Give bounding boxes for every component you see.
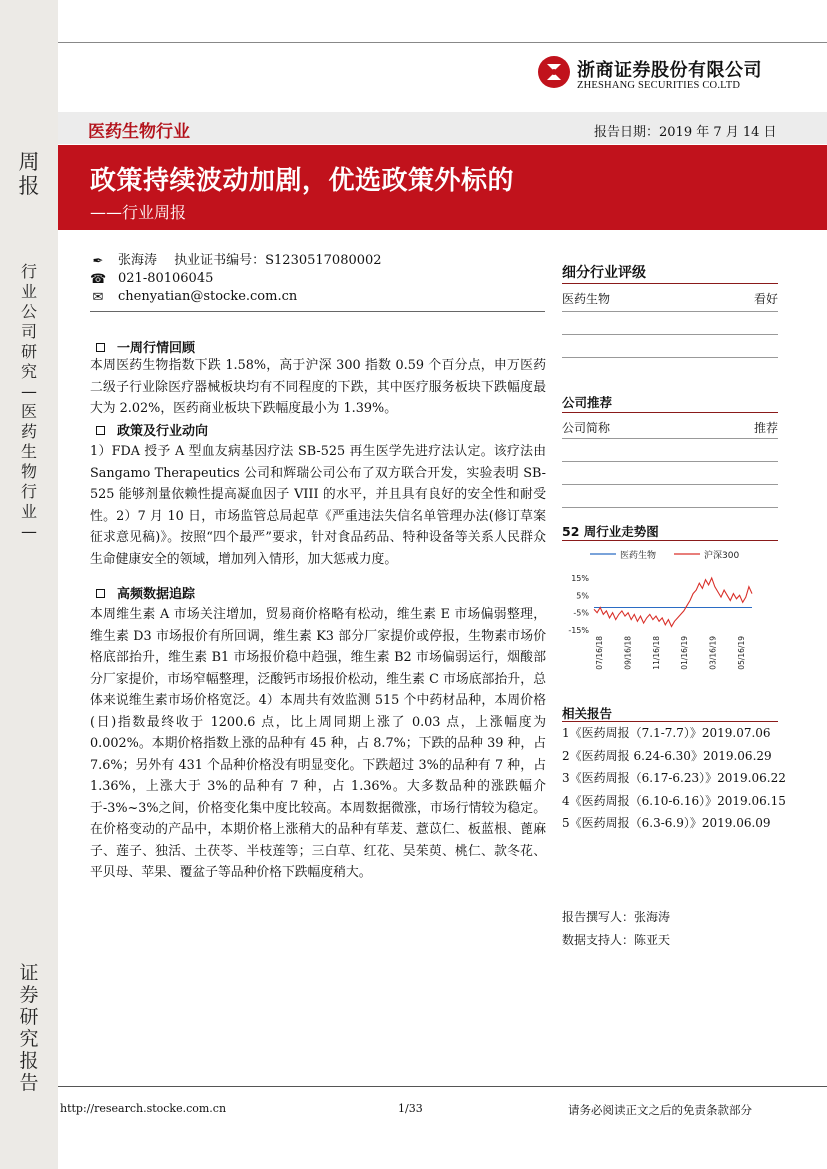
x-tick-label: 03/16/19 (708, 636, 718, 670)
recommend-row-rule (562, 461, 778, 462)
footer-disclaimer: 请务必阅读正文之后的免责条款部分 (568, 1103, 752, 1117)
company-name-en: ZHESHANG SECURITIES CO.LTD (577, 80, 741, 91)
y-tick-label: 5% (576, 591, 589, 601)
section-body-data: 本周维生素 A 市场关注增加，贸易商价格略有松动，维生素 E 市场偏弱整理，维生素 D3 市场报价有所回调，维生素 K3 部分厂家提价或停报，生物素市场价格底部抬升，维生素 B1 市场报价稳中趋强，维生素 B2 市场偏弱运行，烟酸部分厂家提价，市场窄幅整理，泛酸钙市场报价松动，维生素 C 市场底部抬升，总体来说维生素市场价格宽泛。4）本周共有效监测 515 个中药材品种，本周价格(日)指数最终收于 1200.6 点，比上周同期上涨了 0.03 点，上涨幅度为 0.002%。本期价格指数上涨的品种有 45 种，占 8.7%；下跌的品种 39 种，占 7.6%；另外有 431 个品种价格没有明显变化。下跌超过 3%的品种有 7 种，占 1.36%，上涨大于 3%的品种有 7 种，占 1.36%。大多数品种的涨跌幅介于-3%~3%之间，价格变化集中度比较高。本周数据微涨，市场行情较为稳定。在价格变动的产品中，本期价格上涨稍大的品种有荜茇、薏苡仁、板蓝根、蓖麻子、莲子、独活、土茯苓、半枝莲等；三白草、红花、吴茱萸、桃仁、款冬花、平贝母、苹果、覆盆子等品种价格下跌幅度稍大。 (90, 607, 546, 880)
email-row (90, 288, 382, 306)
y-tick-label: -15% (568, 626, 589, 635)
rating-value: 看好 (753, 292, 778, 306)
recommend-row-rule (562, 507, 778, 508)
category-label: 行 业 公 司 研 究 — 医 药 生 物 行 业 — (20, 262, 37, 541)
related-report-item[interactable]: 3《医药周报（6.17-6.23）》2019.06.22 (562, 771, 786, 785)
report-type-label: 周 报 (18, 150, 40, 198)
footer-url[interactable]: http://research.stocke.com.cn (60, 1102, 227, 1115)
legend-label: 沪深300 (704, 551, 740, 561)
rating-row-rule (562, 334, 778, 335)
rating-row (562, 290, 778, 307)
section-heading-policy: 政策及行业动向 (96, 420, 208, 439)
recommend-top-rule (562, 412, 778, 413)
x-tick-label: 05/16/19 (737, 636, 746, 670)
section-heading-data: 高频数据追踪 (96, 583, 195, 602)
related-report-item[interactable]: 1《医药周报（7.1-7.7）》2019.07.06 (562, 726, 771, 740)
analyst-block (90, 252, 382, 306)
recommend-col-name: 公司简称 (562, 421, 611, 435)
checkbox-bullet-icon (96, 343, 105, 352)
x-tick-label: 09/16/18 (623, 636, 633, 670)
related-report-item[interactable]: 2《医药周报 6.24-6.30》2019.06.29 (562, 748, 772, 763)
section-body-policy: 1）FDA 授予 A 型血友病基因疗法 SB-525 再生医学先进疗法认定。该疗法由 Sangamo Therapeutics 公司和辉瑞公司公布了双方联合开发，实验表明 SB-525 能够剂量依赖性提高凝血因子 VIII 的水平，并且具有良好的安全性和耐受性。2）7 月 10 日，市场监管总局起草《严重违法失信名单管理办法(修订草案征求意见稿)》。按照“四个最严”要求，针对食品药品、特种设备等关系人民群众生命健康安全的领域，增加列入情形，加大惩戒力度。 (90, 444, 546, 567)
section-body-market: 本周医药生物指数下跌 1.58%，高于沪深 300 指数 0.59 个百分点，申万医药二级子行业除医疗器械板块均有不同程度的下跌，其中医疗服务板块下跌幅度最大为 2.02%，医药商业板块下跌幅度最小为 1.39%。 (90, 358, 546, 416)
phone-row (90, 270, 382, 288)
writers-block (562, 906, 670, 952)
page-subtitle: ——行业周报 (90, 203, 187, 222)
company-logo-icon (537, 55, 571, 89)
recommend-row-rule (562, 438, 778, 439)
recommend-row-rule (562, 484, 778, 485)
legend-label: 医药生物 (620, 551, 657, 561)
analyst-email[interactable]: chenyatian@stocke.com.cn (118, 289, 298, 304)
rating-heading: 细分行业评级 (562, 265, 646, 281)
phone-icon: ☎ (90, 272, 107, 287)
x-tick-label: 01/16/19 (680, 636, 690, 670)
report-author: 报告撰写人：张海涛 (562, 910, 671, 924)
related-report-item[interactable]: 4《医药周报（6.10-6.16）》2019.06.15 (562, 793, 786, 808)
trend-chart (560, 540, 780, 700)
rating-row-rule (562, 357, 778, 358)
recommend-heading: 公司推荐 (562, 395, 613, 410)
page-title: 政策持续波动加剧，优选政策外标的 (90, 166, 515, 196)
rating-top-rule (562, 283, 778, 284)
series-line (594, 578, 752, 627)
analyst-phone: 021-80106045 (118, 271, 214, 286)
pen-icon: ✒ (92, 254, 104, 269)
top-rule (58, 42, 827, 43)
related-heading: 相关报告 (562, 706, 613, 721)
checkbox-bullet-icon (96, 426, 105, 435)
industry-title: 医药生物行业 (88, 122, 190, 142)
sidebar-strip (0, 0, 58, 1169)
analyst-name: 张海涛 执业证书编号：S1230517080002 (118, 253, 382, 268)
section-heading-market: 一周行情回顾 (96, 337, 195, 356)
recommend-header-row (562, 419, 778, 436)
separator-line (90, 311, 545, 312)
recommend-col-value: 推荐 (753, 421, 778, 435)
y-tick-label: -5% (573, 608, 589, 618)
data-supporter: 数据支持人：陈亚天 (562, 933, 671, 947)
related-reports-list (562, 722, 786, 835)
x-tick-label: 11/16/18 (651, 636, 661, 670)
chart-title: 52 周行业走势图 (562, 524, 659, 539)
related-report-item[interactable]: 5《医药周报（6.3-6.9）》2019.06.09 (562, 816, 771, 830)
mail-icon: ✉ (92, 290, 104, 305)
company-name-cn: 浙商证券股份有限公司 (577, 60, 762, 81)
footer-rule (58, 1086, 827, 1087)
page-number: 1/33 (398, 1102, 423, 1115)
rating-name: 医药生物 (562, 292, 611, 306)
y-tick-label: 15% (571, 574, 589, 583)
doc-type-label: 证 券 研 究 报 告 (19, 962, 39, 1094)
checkbox-bullet-icon (96, 589, 105, 598)
x-tick-label: 07/16/18 (595, 636, 604, 670)
analyst-row (90, 252, 382, 270)
rating-row-rule (562, 311, 778, 312)
report-date: 报告日期：2019 年 7 月 14 日 (594, 125, 777, 140)
